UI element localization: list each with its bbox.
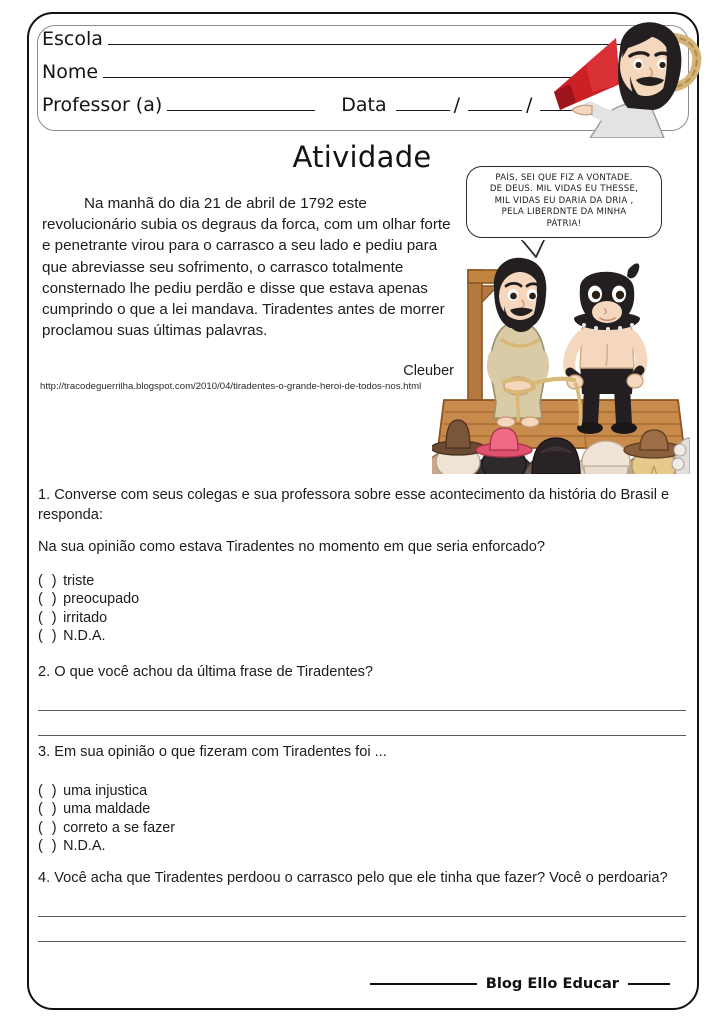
option-label: irritado (63, 609, 108, 626)
question-3-options (38, 782, 690, 856)
footer-rule-left (370, 983, 477, 985)
option-row[interactable] (38, 782, 690, 800)
question-3-block (38, 742, 690, 762)
option-checkbox[interactable]: ( ) (38, 819, 60, 836)
answer-line[interactable] (38, 717, 686, 736)
date-separator-1: / (453, 94, 461, 116)
page-title: Atividade (292, 140, 432, 174)
option-label: uma maldade (63, 801, 151, 818)
answer-line[interactable] (38, 898, 686, 917)
date-label: Data (341, 94, 387, 116)
speech-bubble-line: MIL VIDAS EU DARIA DA DRIA , (494, 195, 634, 206)
school-label: Escola (42, 28, 103, 50)
tiradentes-pointing-with-megaphone-illustration (524, 14, 708, 138)
option-label: triste (63, 573, 95, 589)
question-3-text: 3. Em sua opinião o que fizeram com Tiradentes foi ... (38, 744, 387, 760)
option-checkbox[interactable]: ( ) (38, 609, 60, 626)
question-4-answer-area (38, 898, 690, 942)
speech-bubble-line: DE DEUS. MIL VIDAS EU THESSE, (489, 184, 639, 195)
tiradentes-execution-scene-illustration (432, 252, 690, 474)
option-row[interactable] (38, 819, 690, 837)
question-1-text: 1. Converse com seus colegas e sua professora sobre esse acontecimento da história do Brasil e responda: (38, 487, 670, 523)
teacher-input-blank[interactable] (167, 95, 315, 111)
question-4-text: 4. Você acha que Tiradentes perdoou o carrasco pelo que ele tinha que fazer? Você o perdoaria? (38, 870, 668, 886)
story-paragraph: Na manhã do dia 21 de abril de 1792 este revolucionário subia os degraus da forca, com um olhar forte e penetrante virou para o carrasco a seu lado e pediu para que abreviasse seu sofrimento, o carrasco totalmente consternado lhe pediu perdão e disse que estava apenas cumprindo o que a lei mandava. Tiradentes antes de morrer proclamou suas últimas palavras. (42, 195, 451, 340)
footer-text: Blog Ello Educar (485, 975, 619, 992)
option-row[interactable] (38, 609, 690, 627)
date-separator-2: / (526, 94, 533, 116)
story-author: Cleuber (403, 363, 454, 379)
option-label: uma injustica (63, 783, 148, 799)
question-1-subquestion: Na sua opinião como estava Tiradentes no momento em que seria enforcado? (38, 539, 546, 555)
option-label: preocupado (63, 591, 140, 608)
answer-line[interactable] (38, 692, 686, 711)
option-row[interactable] (38, 800, 690, 818)
question-4-block (38, 868, 690, 942)
answer-line[interactable] (38, 923, 686, 942)
option-row[interactable] (38, 590, 690, 608)
option-label: N.D.A. (63, 838, 106, 855)
question-2-text: 2. O que você achou da última frase de Tiradentes? (38, 664, 374, 680)
question-2-block (38, 662, 690, 736)
name-label: Nome (42, 61, 99, 83)
option-checkbox[interactable]: ( ) (38, 838, 60, 855)
option-row[interactable] (38, 837, 690, 855)
story-source-url: http://tracodeguerrilha.blogspot.com/2010/04/tiradentes-o-grande-heroi-de-todos-nos.html (40, 381, 422, 392)
option-row[interactable] (38, 572, 690, 590)
option-row[interactable] (38, 627, 690, 645)
date-day-blank[interactable] (396, 95, 450, 111)
speech-bubble-line: PÁTRIA! (546, 218, 582, 229)
question-1-options (38, 572, 690, 646)
speech-bubble-line: PAÍS, SEI QUE FIZ A VONTADE. (495, 173, 633, 183)
speech-bubble (466, 166, 662, 238)
option-checkbox[interactable]: ( ) (38, 783, 60, 799)
option-checkbox[interactable]: ( ) (38, 801, 60, 818)
option-checkbox[interactable]: ( ) (38, 573, 60, 589)
option-label: correto a se fazer (63, 819, 176, 836)
date-month-blank[interactable] (468, 95, 522, 111)
question-1-subquestion-block (38, 537, 690, 557)
teacher-label: Professor (a) (42, 94, 163, 116)
option-checkbox[interactable]: ( ) (38, 628, 60, 645)
footer-branding (370, 975, 670, 992)
question-2-answer-area (38, 692, 690, 736)
speech-bubble-line: PELA LIBERDNTE DA MINHA (501, 207, 627, 218)
question-1-block (38, 485, 690, 525)
option-checkbox[interactable]: ( ) (38, 591, 60, 608)
speech-bubble-tail (520, 240, 546, 258)
option-label: N.D.A. (63, 628, 106, 645)
footer-rule-right (628, 983, 670, 985)
